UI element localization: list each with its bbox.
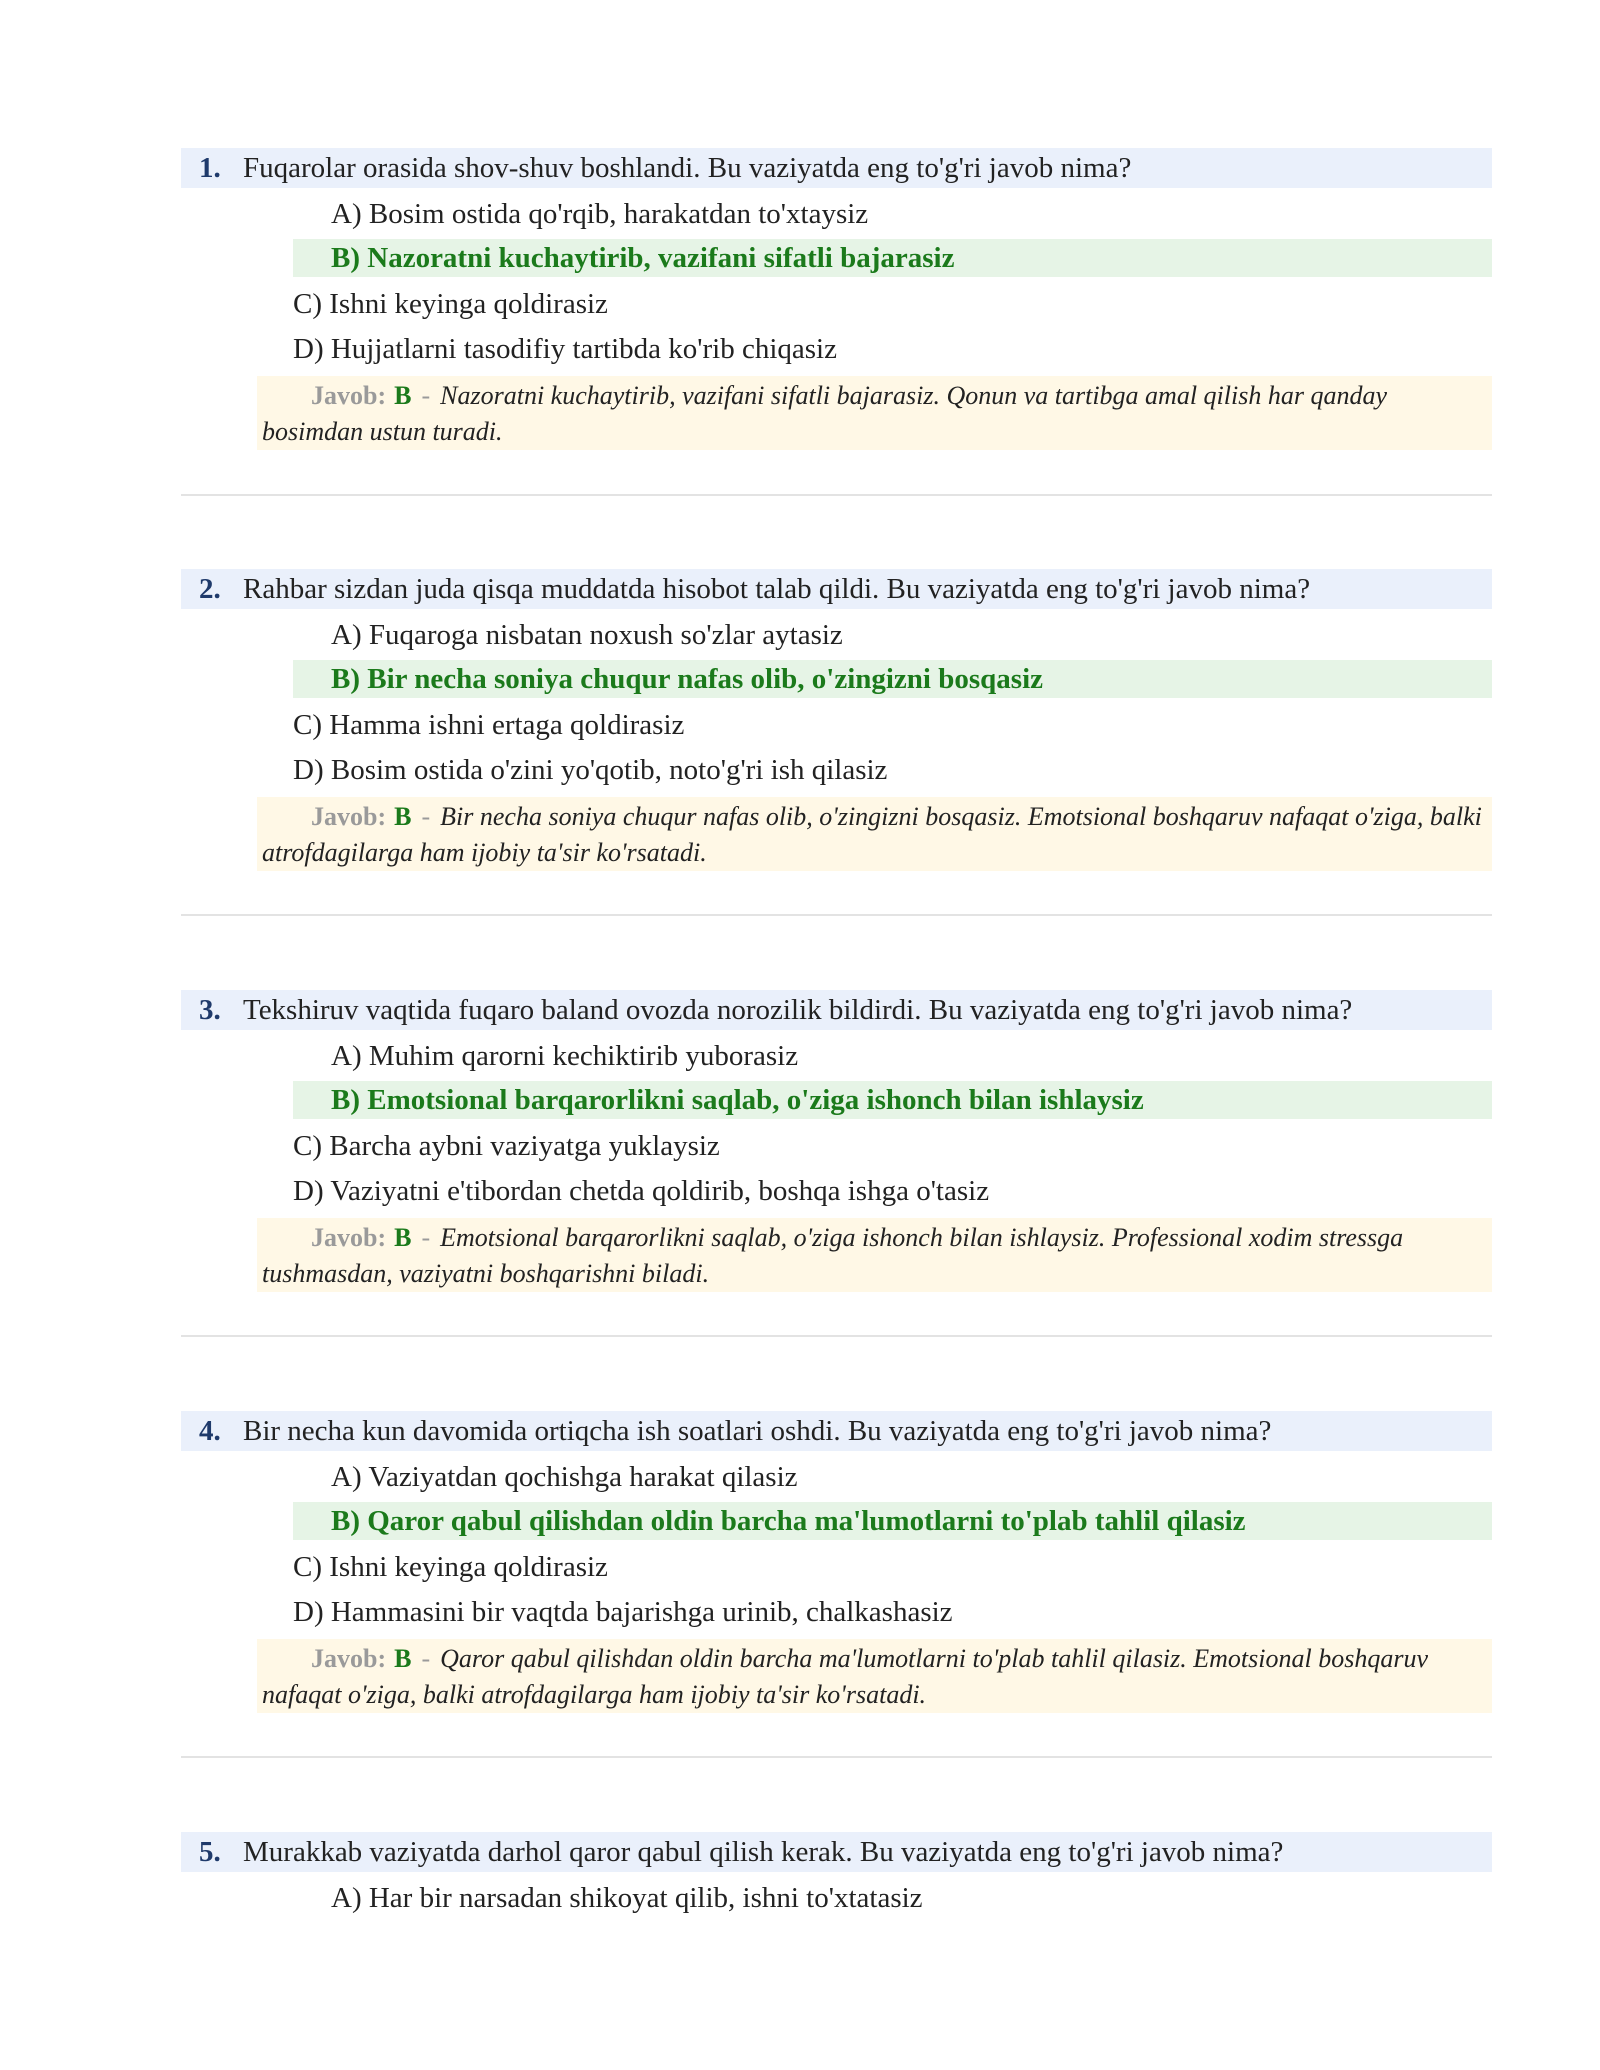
answer-explanation bbox=[262, 799, 1482, 871]
answer-dash: - bbox=[421, 1223, 431, 1252]
answer-letter: B bbox=[394, 1644, 412, 1673]
question-header bbox=[181, 148, 1492, 188]
question-number: 1. bbox=[199, 152, 221, 184]
question-text: Fuqarolar orasida shov-shuv boshlandi. Bu vaziyatda eng to'g'ri javob nima? bbox=[243, 152, 1132, 184]
option-b-correct bbox=[293, 1502, 1492, 1540]
question-number: 2. bbox=[199, 573, 221, 605]
question-header bbox=[181, 569, 1492, 609]
question-header bbox=[181, 1411, 1492, 1451]
question-header bbox=[181, 1832, 1492, 1872]
answer-label: Javob: bbox=[311, 1223, 387, 1252]
answer-explanation bbox=[262, 378, 1482, 450]
option-b-correct bbox=[293, 660, 1492, 698]
answer-letter: B bbox=[394, 802, 412, 831]
answer-box bbox=[257, 1639, 1492, 1713]
answer-letter: B bbox=[394, 381, 412, 410]
divider bbox=[181, 914, 1492, 916]
question-text: Murakkab vaziyatda darhol qaror qabul qilish kerak. Bu vaziyatda eng to'g'ri javob nima? bbox=[243, 1836, 1284, 1868]
answer-explanation bbox=[262, 1641, 1482, 1713]
option-d: D) Bosim ostida o'zini yo'qotib, noto'g'ri ish qilasiz bbox=[293, 754, 888, 786]
option-c: C) Ishni keyinga qoldirasiz bbox=[293, 288, 608, 320]
option-a: A) Fuqaroga nisbatan noxush so'zlar aytasiz bbox=[331, 619, 843, 651]
answer-text: Emotsional barqarorlikni saqlab, o'ziga ishonch bilan ishlaysiz. Professional xodim stressga tushmasdan, vaziyatni boshqarishni biladi. bbox=[262, 1223, 1404, 1288]
option-b-label: B) Emotsional barqarorlikni saqlab, o'ziga ishonch bilan ishlaysiz bbox=[331, 1084, 1144, 1116]
option-d: D) Hujjatlarni tasodifiy tartibda ko'rib chiqasiz bbox=[293, 333, 837, 365]
option-b-label: B) Nazoratni kuchaytirib, vazifani sifatli bajarasiz bbox=[331, 242, 955, 274]
question-number: 3. bbox=[199, 994, 221, 1026]
answer-label: Javob: bbox=[311, 381, 387, 410]
answer-text: Nazoratni kuchaytirib, vazifani sifatli bajarasiz. Qonun va tartibga amal qilish har qanday bosimdan ustun turadi. bbox=[262, 381, 1387, 446]
answer-box bbox=[257, 1218, 1492, 1292]
option-a: A) Vaziyatdan qochishga harakat qilasiz bbox=[331, 1461, 798, 1493]
option-c: C) Ishni keyinga qoldirasiz bbox=[293, 1551, 608, 1583]
option-a: A) Muhim qarorni kechiktirib yuborasiz bbox=[331, 1040, 799, 1072]
option-b-label: B) Qaror qabul qilishdan oldin barcha ma'lumotlarni to'plab tahlil qilasiz bbox=[331, 1505, 1246, 1537]
answer-text: Qaror qabul qilishdan oldin barcha ma'lumotlarni to'plab tahlil qilasiz. Emotsional boshqaruv nafaqat o'ziga, balki atrofdagilarga ham ijobiy ta'sir ko'rsatadi. bbox=[262, 1644, 1429, 1709]
option-d: D) Hammasini bir vaqtda bajarishga urinib, chalkashasiz bbox=[293, 1596, 953, 1628]
answer-text: Bir necha soniya chuqur nafas olib, o'zingizni bosqasiz. Emotsional boshqaruv nafaqat o'ziga, balki atrofdagilarga ham ijobiy ta'sir ko'rsatadi. bbox=[262, 802, 1482, 867]
answer-dash: - bbox=[421, 802, 431, 831]
question-number: 4. bbox=[199, 1415, 221, 1447]
answer-dash: - bbox=[421, 1644, 431, 1673]
option-a: A) Bosim ostida qo'rqib, harakatdan to'xtaysiz bbox=[331, 198, 869, 230]
answer-label: Javob: bbox=[311, 802, 387, 831]
answer-label: Javob: bbox=[311, 1644, 387, 1673]
question-header bbox=[181, 990, 1492, 1030]
option-b-correct bbox=[293, 1081, 1492, 1119]
question-number: 5. bbox=[199, 1836, 221, 1868]
question-text: Rahbar sizdan juda qisqa muddatda hisobot talab qildi. Bu vaziyatda eng to'g'ri javob nima? bbox=[243, 573, 1311, 605]
question-text: Bir necha kun davomida ortiqcha ish soatlari oshdi. Bu vaziyatda eng to'g'ri javob nima? bbox=[243, 1415, 1272, 1447]
divider bbox=[181, 1335, 1492, 1337]
option-b-label: B) Bir necha soniya chuqur nafas olib, o'zingizni bosqasiz bbox=[331, 663, 1044, 695]
option-b-correct bbox=[293, 239, 1492, 277]
option-c: C) Hamma ishni ertaga qoldirasiz bbox=[293, 709, 685, 741]
answer-letter: B bbox=[394, 1223, 412, 1252]
option-d: D) Vaziyatni e'tibordan chetda qoldirib, boshqa ishga o'tasiz bbox=[293, 1175, 990, 1207]
option-a: A) Har bir narsadan shikoyat qilib, ishni to'xtatasiz bbox=[331, 1882, 923, 1914]
answer-explanation bbox=[262, 1220, 1482, 1292]
divider bbox=[181, 1756, 1492, 1758]
answer-box bbox=[257, 376, 1492, 450]
divider bbox=[181, 494, 1492, 496]
answer-box bbox=[257, 797, 1492, 871]
option-c: C) Barcha aybni vaziyatga yuklaysiz bbox=[293, 1130, 720, 1162]
question-text: Tekshiruv vaqtida fuqaro baland ovozda norozilik bildirdi. Bu vaziyatda eng to'g'ri javob nima? bbox=[243, 994, 1353, 1026]
answer-dash: - bbox=[421, 381, 431, 410]
